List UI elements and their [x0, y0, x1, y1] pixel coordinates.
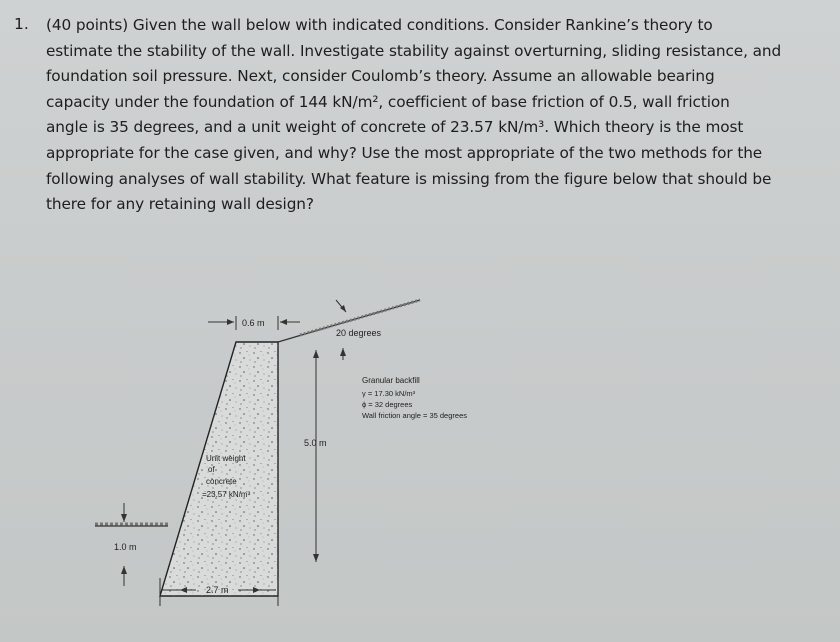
top-width-label: 0.6 m — [242, 318, 265, 328]
problem-line: capacity under the foundation of 144 kN/m², coefficient of base friction of 0.5, wall friction — [46, 92, 730, 111]
concrete-label-line3: concrete — [206, 477, 237, 486]
height-label: 5.0 m — [304, 438, 327, 448]
height-top-marker-arrowhead — [340, 348, 346, 356]
height-arrowhead-top — [313, 350, 319, 358]
backfill-phi: ϕ = 32 degrees — [362, 400, 413, 409]
concrete-label-line2: of — [208, 465, 215, 474]
backfill-wall-friction: Wall friction angle = 35 degrees — [362, 411, 467, 420]
problem-line: appropriate for the case given, and why? Use the most appropriate of the two methods for the — [46, 143, 763, 162]
problem-line: following analyses of wall stability. What feature is missing from the figure below that should be — [46, 169, 772, 188]
top-width-arrowhead-right — [280, 319, 287, 325]
embed-arrowhead-top — [121, 514, 127, 522]
problem-line: foundation soil pressure. Next, consider Coulomb’s theory. Assume an allowable bearing — [46, 67, 715, 86]
base-width-label: 2.7 m — [206, 585, 229, 595]
concrete-texture — [160, 342, 278, 596]
height-arrowhead-bottom — [313, 554, 319, 562]
backfill-gamma: γ = 17.30 kN/m³ — [362, 389, 416, 398]
problem-line: (40 points) Given the wall below with indicated conditions. Consider Rankine’s theory to — [46, 16, 713, 34]
problem-number: 1. — [14, 15, 29, 33]
embedment-label: 1.0 m — [114, 542, 137, 552]
embed-arrowhead-bottom — [121, 566, 127, 574]
backfill-title: Granular backfill — [362, 376, 420, 385]
problem-line: angle is 35 degrees, and a unit weight of concrete of 23.57 kN/m³. Which theory is the most — [46, 118, 744, 137]
problem-line: estimate the stability of the wall. Investigate stability against overturning, sliding resistance, and — [46, 41, 782, 60]
problem-line: there for any retaining wall design? — [46, 195, 314, 214]
top-width-arrowhead-left — [227, 319, 234, 325]
concrete-label-line1: Unit weight — [206, 454, 246, 463]
slope-angle-label: 20 degrees — [336, 328, 382, 338]
concrete-label-line4: =23.57 kN/m³ — [202, 490, 251, 499]
